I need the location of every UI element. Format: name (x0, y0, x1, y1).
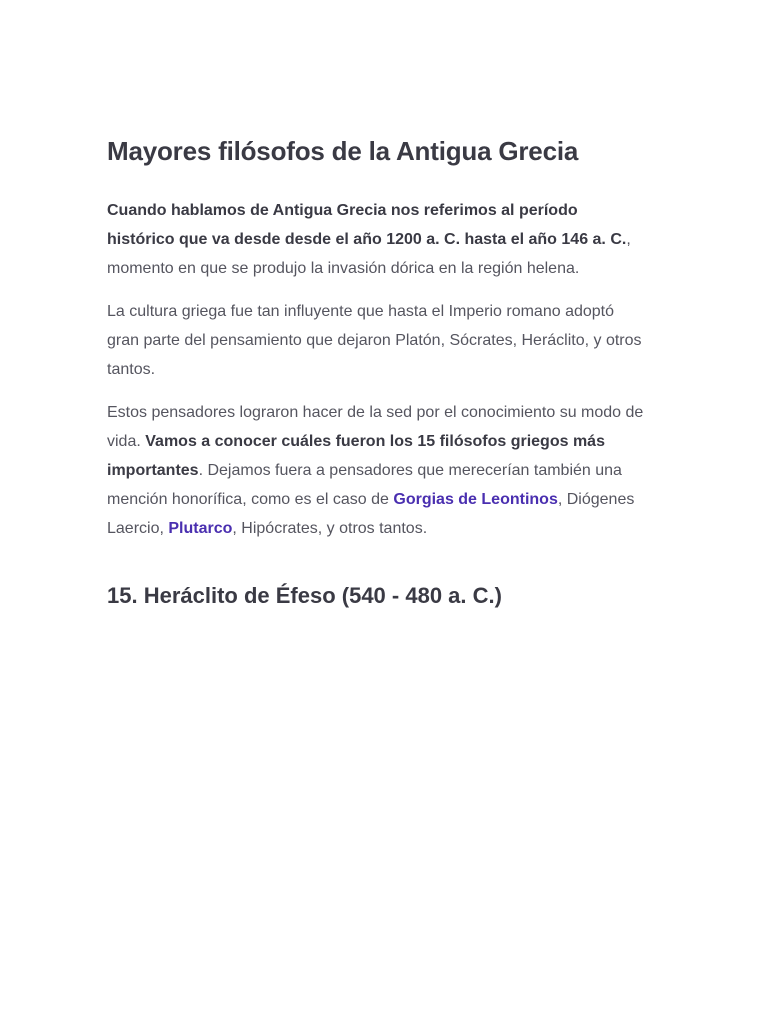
thinkers-text-3: , Diógenes Laercio, (107, 491, 635, 537)
plutarco-link[interactable]: Plutarco (168, 520, 233, 537)
section-heading-heraclito: 15. Heráclito de Éfeso (540 - 480 a. C.) (107, 583, 502, 608)
intro-paragraph (107, 196, 647, 283)
culture-paragraph: La cultura griega fue tan influyente que hasta el Imperio romano adoptó gran parte del pensamiento que dejaron Platón, Sócrates, Heráclito, y otros tantos. (107, 303, 642, 378)
article-title: Mayores filósofos de la Antigua Grecia (107, 136, 579, 166)
intro-rest-text: , momento en que se produjo la invasión dórica en la región helena. (107, 231, 631, 277)
thinkers-bold-text: Vamos a conocer cuáles fueron los 15 filósofos griegos más importantes (107, 433, 605, 479)
thinkers-paragraph (107, 398, 647, 543)
gorgias-link[interactable]: Gorgias de Leontinos (393, 491, 558, 508)
thinkers-text-1: Estos pensadores lograron hacer de la sed por el conocimiento su modo de vida. (107, 404, 644, 450)
intro-bold-text: Cuando hablamos de Antigua Grecia nos referimos al período histórico que va desde desde el año 1200 a. C. hasta el año 146 a. C. (107, 202, 627, 248)
article (107, 132, 647, 611)
thinkers-text-2: . Dejamos fuera a pensadores que merecerían también una mención honorífica, como es el caso de (107, 462, 622, 508)
thinkers-text-4: , Hipócrates, y otros tantos. (232, 520, 428, 537)
